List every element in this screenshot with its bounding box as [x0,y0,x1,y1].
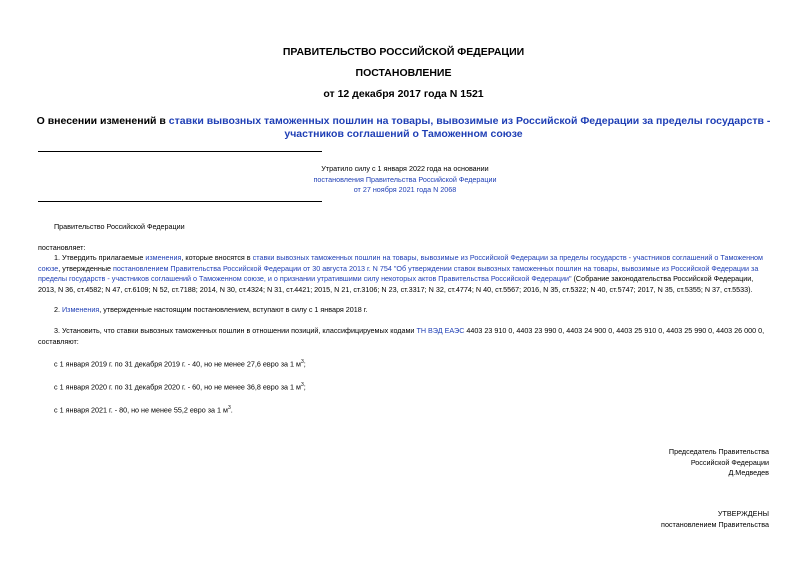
document-title [30,115,777,141]
tn-ved-link[interactable]: ТН ВЭД ЕАЭС [416,326,465,335]
approval-title: УТВЕРЖДЕНЫ [717,509,769,518]
title-link[interactable]: ставки вывозных таможенных пошлин на товары, вывозимые из Российской Федерации за пределы государств - участников соглашений о Таможенном союзе [168,115,771,140]
changes-link-2[interactable]: Изменения [62,305,100,314]
divider-top [38,151,322,152]
signature-name: Д.Медведев [728,468,769,477]
rates-link[interactable]: ставки вывозных таможенных пошлин на товары, вывозимые из Российской Федерации за пределы государств - участников соглашений о Таможенном союзе [38,253,763,273]
rate-2020: с 1 января 2020 г. по 31 декабря 2020 г. - 60, но не менее 36,8 евро за 1 $м^3$; [54,382,306,392]
title-prefix: О внесении изменений в [36,115,169,127]
status-note [280,164,530,196]
rate-2021: с 1 января 2021 г. - 80, но не менее 55,2 евро за 1 $м^3$. [54,405,233,415]
divider-bottom [38,201,322,202]
approval-block [661,509,769,530]
paragraph-1: 1. Утвердить прилагаемые изменения, которые вносятся в ставки вывозных таможенных пошлин на товары, вывозимые из Российской Федерации за пределы государств - участников соглашений о Таможенном союзе, утвержденные постановлением Правительства Российской Федерации от 30 августа 2013 г. N 754 "Об утверждении ставок вывозных таможенных пошлин на товары, вывозимые из Российской Федерации за пределы государств - участников соглашений о Таможенном союзе, и о признании утратившими силу некоторых актов Правительства Российской Федерации" (Собрание законодательства Российской Федерации, 2013, N 36, ст.4582; N 47, ст.6109; N 52, ст.7188; 2014, N 30, ст.4324; N 31, ст.4421; 2015, N 21, ст.3106; N 23, ст.3317; N 32, ст.4774; N 40, ст.5567; 2016, N 35, ст.5322; N 40, ст.5747; 2017, N 35, ст.5355; N 37, ст.5533). [38,253,763,294]
signature-block [669,447,769,479]
paragraph-3: 3. Установить, что ставки вывозных таможенных пошлин в отношении позиций, классифицируемых кодами ТН ВЭД ЕАЭС 4403 23 910 0, 4403 23 990 0, 4403 24 900 0, 4403 25 910 0, 4403 25 990 0, 4403 26 000 0, составляют: [38,326,765,346]
status-note-line1: Утратило силу с 1 января 2022 года на основании [321,164,489,173]
document-date-number: от 12 декабря 2017 года N 1521 [323,88,484,100]
rate-2019: с 1 января 2019 г. по 31 декабря 2019 г. - 40, но не менее 27,6 евро за 1 $м^3$; [54,359,306,369]
decides-text: постановляет: [38,243,86,252]
status-note-link2[interactable]: от 27 ноября 2021 года N 2068 [353,185,457,194]
changes-link[interactable]: изменения [145,253,182,262]
document-type-heading: ПОСТАНОВЛЕНИЕ [355,67,452,79]
approval-subtitle: постановлением Правительства [661,519,769,529]
government-heading: ПРАВИТЕЛЬСТВО РОССИЙСКОЙ ФЕДЕРАЦИИ [282,46,525,58]
paragraph-2: 2. Изменения, утвержденные настоящим постановлением, вступают в силу с 1 января 2018 г. [54,305,368,314]
signature-position: Председатель Правительства [668,447,769,456]
signature-country: Российской Федерации [690,457,769,467]
issuer-text: Правительство Российской Федерации [54,222,185,231]
resolution-754-link[interactable]: постановлением Правительства Российской Федерации от 30 августа 2013 г. N 754 "Об утверждении ставок вывозных таможенных пошлин на товары, вывозимые из Российской Федерации за пределы государств - участников соглашений о Таможенном союзе, и о признании утратившими силу некоторых актов Правительства Российской Федерации" [38,263,759,283]
status-note-link1[interactable]: постановления Правительства Российской Федерации [313,174,497,184]
